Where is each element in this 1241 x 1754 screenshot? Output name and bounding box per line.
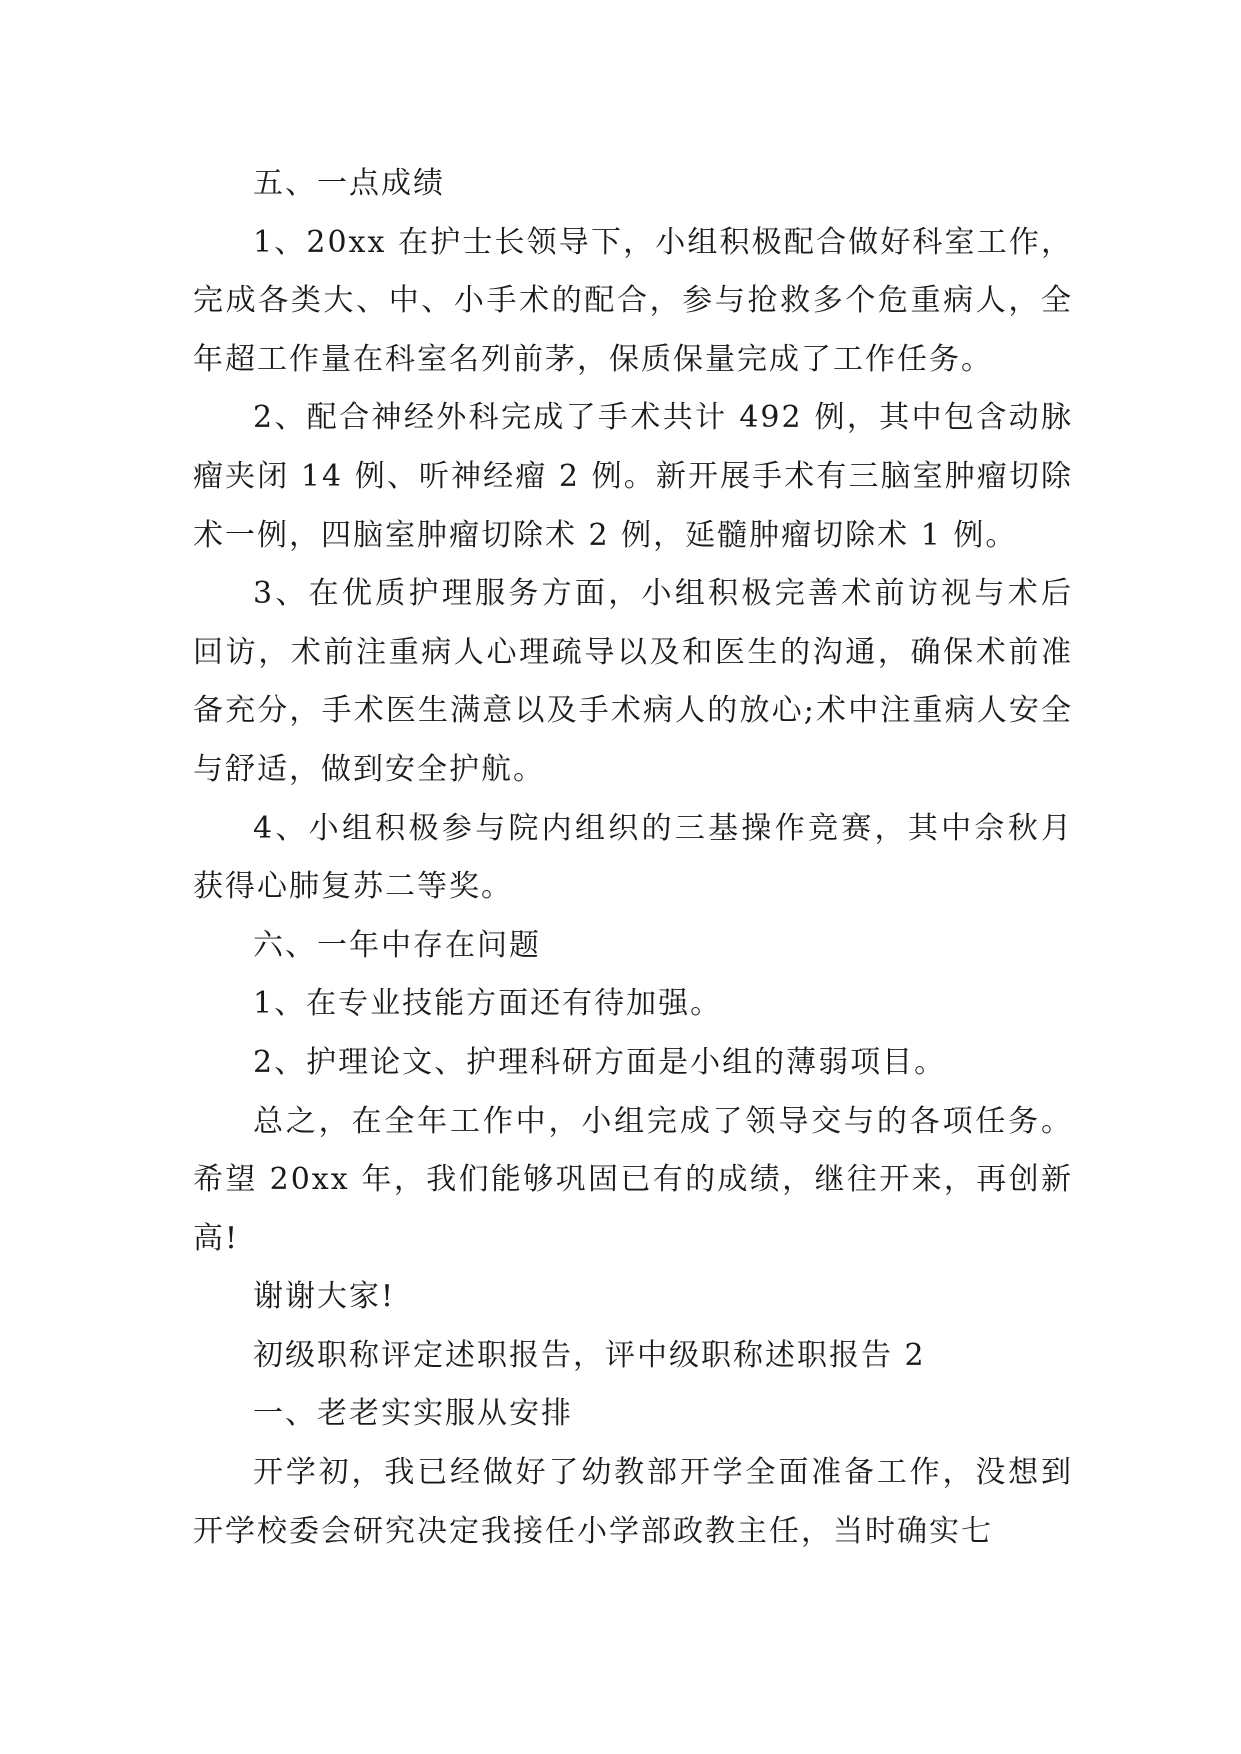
report-title: 初级职称评定述职报告，评中级职称述职报告 2: [253, 1337, 926, 1373]
document-body: [193, 155, 1073, 1561]
paragraph: 1、在专业技能方面还有待加强。: [253, 986, 723, 1022]
closing-thanks: 谢谢大家!: [253, 1279, 396, 1315]
paragraph: 2、护理论文、护理科研方面是小组的薄弱项目。: [253, 1044, 947, 1080]
paragraph: 开学初，我已经做好了幼教部开学全面准备工作，没想到开学校委会研究决定我接任小学部政教主任，当时确实七: [193, 1455, 1073, 1549]
section-heading-obey: 一、老老实实服从安排: [253, 1396, 573, 1432]
paragraph: 3、在优质护理服务方面，小组积极完善术前访视与术后回访，术前注重病人心理疏导以及和医生的沟通，确保术前准备充分，手术医生满意以及手术病人的放心;术中注重病人安全与舒适，做到安全护航。: [193, 576, 1073, 787]
paragraph: 2、配合神经外科完成了手术共计 492 例，其中包含动脉瘤夹闭 14 例、听神经瘤 2 例。新开展手术有三脑室肿瘤切除术一例，四脑室肿瘤切除术 2 例，延髓肿瘤切除术 1 例。: [193, 400, 1073, 553]
paragraph: 总之，在全年工作中，小组完成了领导交与的各项任务。希望 20xx 年，我们能够巩固已有的成绩，继往开来，再创新高!: [193, 1103, 1073, 1256]
section-heading-problems: 六、一年中存在问题: [253, 927, 541, 963]
paragraph: 4、小组积极参与院内组织的三基操作竞赛，其中佘秋月获得心肺复苏二等奖。: [193, 810, 1073, 905]
section-heading-achievements: 五、一点成绩: [253, 166, 445, 201]
paragraph: 1、20xx 在护士长领导下，小组积极配合做好科室工作，完成各类大、中、小手术的配合，参与抢救多个危重病人，全年超工作量在科室名列前茅，保质保量完成了工作任务。: [193, 224, 1073, 377]
